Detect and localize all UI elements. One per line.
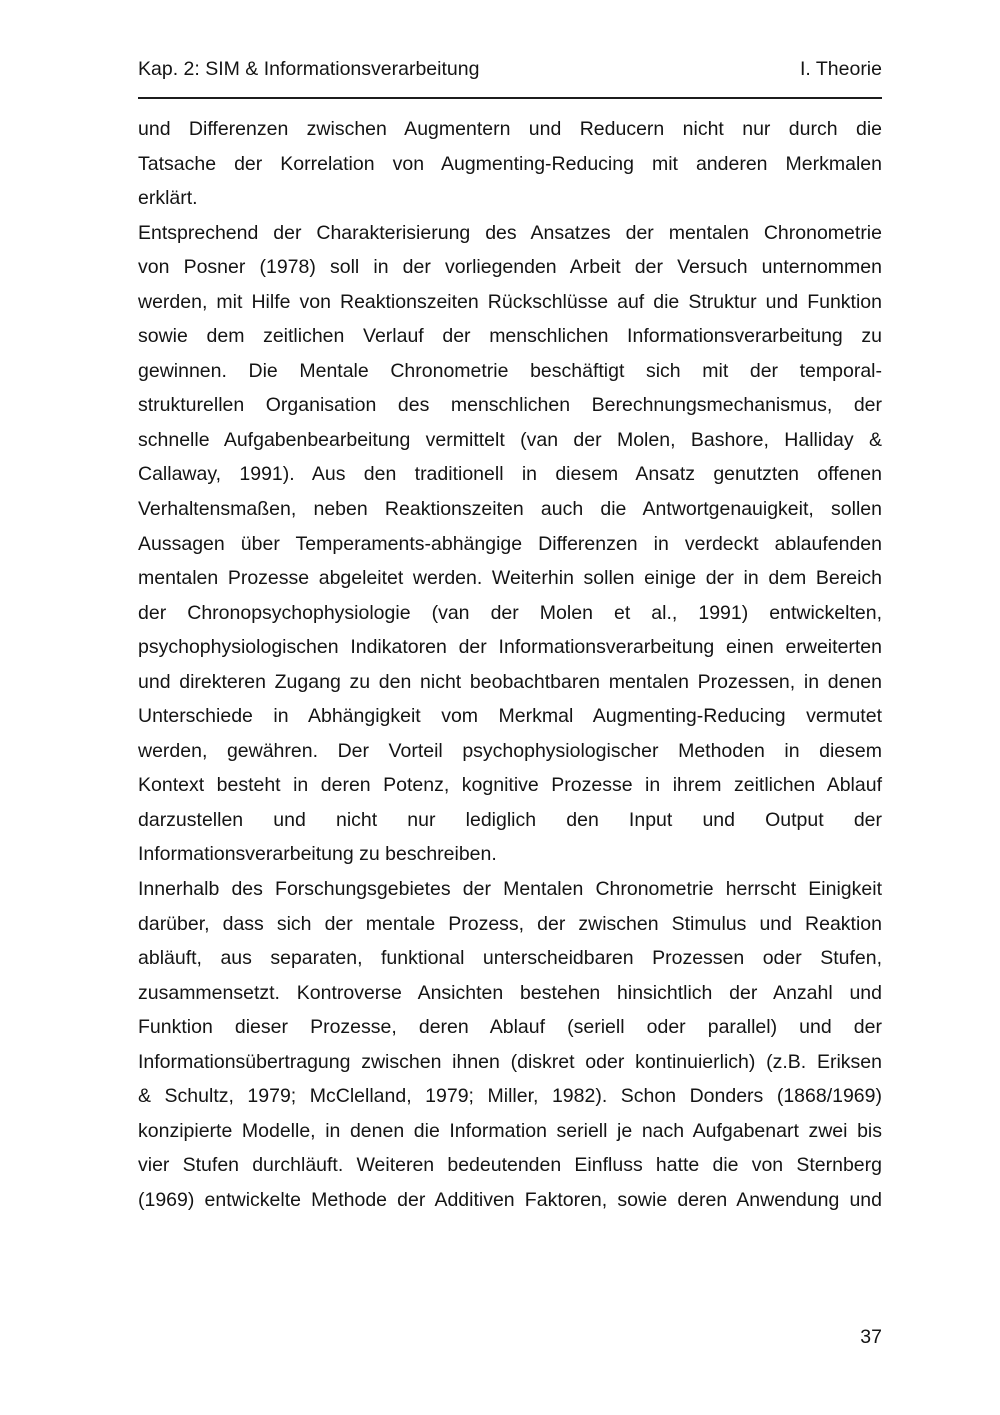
page-number: 37 xyxy=(860,1326,882,1348)
text-line: konzipierte Modelle, in denen die Information seriell je nach Aufgabenart zwei bis xyxy=(138,1119,882,1142)
text-line: Tatsache der Korrelation von Augmenting-Reducing mit anderen Merkmalen xyxy=(138,152,882,175)
text-line: von Posner (1978) soll in der vorliegenden Arbeit der Versuch unternommen xyxy=(138,256,882,279)
document-body xyxy=(138,112,882,1218)
paragraph xyxy=(138,112,882,216)
text-line: mentalen Prozesse abgeleitet werden. Weiterhin sollen einige der in dem Bereich xyxy=(138,567,882,590)
text-line: Funktion dieser Prozesse, deren Ablauf (seriell oder parallel) und der xyxy=(138,1016,882,1039)
text-line: Informationsverarbeitung zu beschreiben. xyxy=(138,843,497,866)
text-line: strukturellen Organisation des menschlichen Berechnungsmechanismus, der xyxy=(138,394,882,417)
text-line: der Chronopsychophysiologie (van der Molen et al., 1991) entwickelten, xyxy=(138,601,882,624)
paragraph xyxy=(138,872,882,1217)
text-line: psychophysiologischen Indikatoren der Informationsverarbeitung einen erweiterten xyxy=(138,636,882,659)
text-line: gewinnen. Die Mentale Chronometrie beschäftigt sich mit der temporal- xyxy=(138,359,882,382)
text-line: Kontext besteht in deren Potenz, kognitive Prozesse in ihrem zeitlichen Ablauf xyxy=(138,774,882,797)
header-section: I. Theorie xyxy=(799,58,882,80)
text-line: Informationsübertragung zwischen ihnen (diskret oder kontinuierlich) (z.B. Eriksen xyxy=(138,1050,882,1073)
text-line: schnelle Aufgabenbearbeitung vermittelt (van der Molen, Bashore, Halliday & xyxy=(138,428,882,451)
text-line: zusammensetzt. Kontroverse Ansichten bestehen hinsichtlich der Anzahl und xyxy=(138,981,882,1004)
text-line: werden, mit Hilfe von Reaktionszeiten Rückschlüsse auf die Struktur und Funktion xyxy=(138,290,882,313)
header-chapter: Kap. 2: SIM & Informationsverarbeitung xyxy=(138,58,480,80)
text-line: Aussagen über Temperaments-abhängige Differenzen in verdeckt ablaufenden xyxy=(138,532,882,555)
text-line: & Schultz, 1979; McClelland, 1979; Miller, 1982). Schon Donders (1868/1969) xyxy=(138,1085,882,1108)
text-line: Callaway, 1991). Aus den traditionell in diesem Ansatz genutzten offenen xyxy=(138,463,882,486)
header-rule xyxy=(138,97,882,99)
paragraph xyxy=(138,216,882,872)
text-line: werden, gewähren. Der Vorteil psychophysiologischer Methoden in diesem xyxy=(138,739,882,762)
text-line: sowie dem zeitlichen Verlauf der menschlichen Informationsverarbeitung zu xyxy=(138,325,882,348)
text-line: (1969) entwickelte Methode der Additiven Faktoren, sowie deren Anwendung und xyxy=(138,1188,882,1211)
text-line: darzustellen und nicht nur lediglich den Input und Output der xyxy=(138,808,882,831)
text-line: Unterschiede in Abhängigkeit vom Merkmal Augmenting-Reducing vermutet xyxy=(138,705,882,728)
text-line: und direkteren Zugang zu den nicht beobachtbaren mentalen Prozessen, in denen xyxy=(138,670,882,693)
text-line: Entsprechend der Charakterisierung des Ansatzes der mentalen Chronometrie xyxy=(138,221,882,244)
page-header xyxy=(138,58,882,81)
text-line: abläuft, aus separaten, funktional unterscheidbaren Prozessen oder Stufen, xyxy=(138,947,882,970)
text-line: darüber, dass sich der mentale Prozess, der zwischen Stimulus und Reaktion xyxy=(138,912,882,935)
text-line: erklärt. xyxy=(138,187,198,210)
text-line: Innerhalb des Forschungsgebietes der Mentalen Chronometrie herrscht Einigkeit xyxy=(138,878,882,901)
text-line: vier Stufen durchläuft. Weiteren bedeutenden Einfluss hatte die von Sternberg xyxy=(138,1154,882,1177)
text-line: und Differenzen zwischen Augmentern und Reducern nicht nur durch die xyxy=(138,118,882,140)
text-line: Verhaltensmaßen, neben Reaktionszeiten auch die Antwortgenauigkeit, sollen xyxy=(138,498,882,521)
